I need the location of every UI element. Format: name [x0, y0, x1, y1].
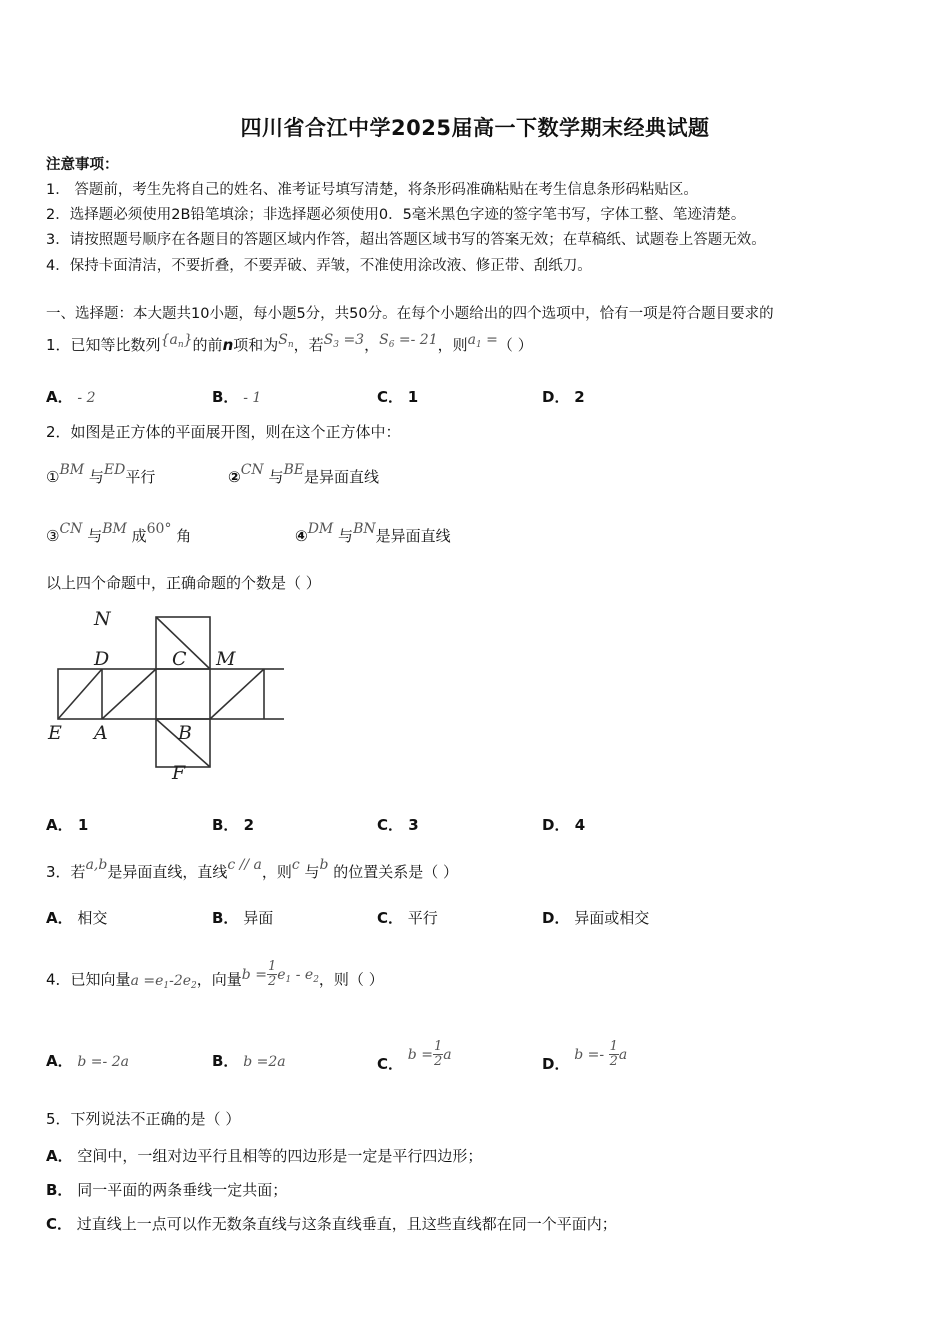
question-1-option-d[interactable]: D． 2	[542, 388, 585, 406]
notice-item: 2．选择题必须使用2B铅笔填涂；非选择题必须使用0．5毫米黑色字迹的签字笔书写，字体工整、笔迹清楚。	[46, 207, 746, 223]
section-heading: 一、选择题：本大题共10小题，每小题5分，共50分。在每个小题给出的四个选项中，恰有一项是符合题目要求的	[46, 306, 774, 322]
question-5-stem: 5．下列说法不正确的是（ ）	[46, 1110, 241, 1128]
label-b: B	[178, 722, 192, 744]
diagonal-ad	[102, 669, 156, 719]
question-2-prompt: 以上四个命题中，正确命题的个数是（ ）	[46, 574, 321, 592]
net-face-row	[58, 669, 284, 719]
question-5-option-a[interactable]: A． 空间中，一组对边平行且相等的四边形是一定是平行四边形；	[46, 1147, 483, 1165]
diagonal-bm	[210, 669, 264, 719]
question-2-option-d[interactable]: D． 4	[542, 816, 586, 834]
notice-item: 1． 答题前，考生先将自己的姓名、准考证号填写清楚，将条形码准确粘贴在考生信息条形码粘贴区。	[46, 182, 698, 198]
page-title: 四川省合江中学2025届高一下数学期末经典试题	[240, 116, 710, 140]
label-a: A	[94, 722, 108, 744]
question-2-stem: 2．如图是正方体的平面展开图，则在这个正方体中：	[46, 423, 401, 441]
question-1-option-c[interactable]: C． 1	[377, 388, 419, 406]
question-2-option-a[interactable]: A． 1	[46, 816, 89, 834]
notice-heading: 注意事项：	[46, 157, 119, 173]
proposition-2: ②CN 与BE是异面直线	[228, 462, 379, 486]
label-m: M	[216, 648, 236, 670]
notice-item: 3．请按照题号顺序在各题目的答题区域内作答，超出答题区域书写的答案无效；在草稿纸、试题卷上答题无效。	[46, 232, 766, 248]
cube-net-figure	[44, 605, 284, 785]
proposition-4: ④DM 与BN是异面直线	[295, 521, 451, 545]
question-2-option-b[interactable]: B． 2	[212, 816, 255, 834]
proposition-1: ①BM 与ED平行	[46, 462, 156, 486]
question-4-option-d[interactable]: D． b =- $\frac{1}{2}$ a	[542, 1039, 628, 1073]
label-f: F	[172, 762, 186, 784]
label-n: N	[94, 608, 111, 630]
question-5-option-c[interactable]: C． 过直线上一点可以作无数条直线与这条直线垂直，且这些直线都在同一个平面内；	[46, 1215, 617, 1233]
question-4-stem: 4．已知向量$a =e_1-2e_2$，向量b = $\frac{1}{2}$ $e_1 - e_2$，则（ ）	[46, 959, 384, 991]
question-3-option-d[interactable]: D． 异面或相交	[542, 909, 650, 927]
question-4-option-a[interactable]: A． b =- 2a	[46, 1052, 129, 1070]
question-2-option-c[interactable]: C． 3	[377, 816, 419, 834]
question-3-stem: 3．若a,b是异面直线，直线c // a，则c 与b 的位置关系是（ ）	[46, 857, 459, 881]
question-1-option-b[interactable]: B． - 1	[212, 388, 262, 406]
proposition-3: ③CN 与BM 成60° 角	[46, 521, 192, 545]
label-c: C	[172, 648, 187, 670]
question-3-option-b[interactable]: B． 异面	[212, 909, 274, 927]
question-1-stem: 1．已知等比数列$\{a_n\}$的前n项和为$S_n$，若$S_3 =3$，$S_6 =- 21$，则$a_1$ =（ ）	[46, 332, 533, 354]
question-3-option-c[interactable]: C． 平行	[377, 909, 438, 927]
question-5-option-b[interactable]: B． 同一平面的两条垂线一定共面；	[46, 1181, 288, 1199]
question-4-option-c[interactable]: C． b = $\frac{1}{2}$ a	[377, 1039, 452, 1073]
question-4-option-b[interactable]: B． b =2a	[212, 1052, 286, 1070]
question-3-option-a[interactable]: A． 相交	[46, 909, 108, 927]
question-1-option-a[interactable]: A． - 2	[46, 388, 96, 406]
label-e: E	[48, 722, 62, 744]
label-d: D	[94, 648, 110, 670]
notice-item: 4．保持卡面清洁，不要折叠，不要弄破、弄皱，不准使用涂改液、修正带、刮纸刀。	[46, 258, 592, 274]
